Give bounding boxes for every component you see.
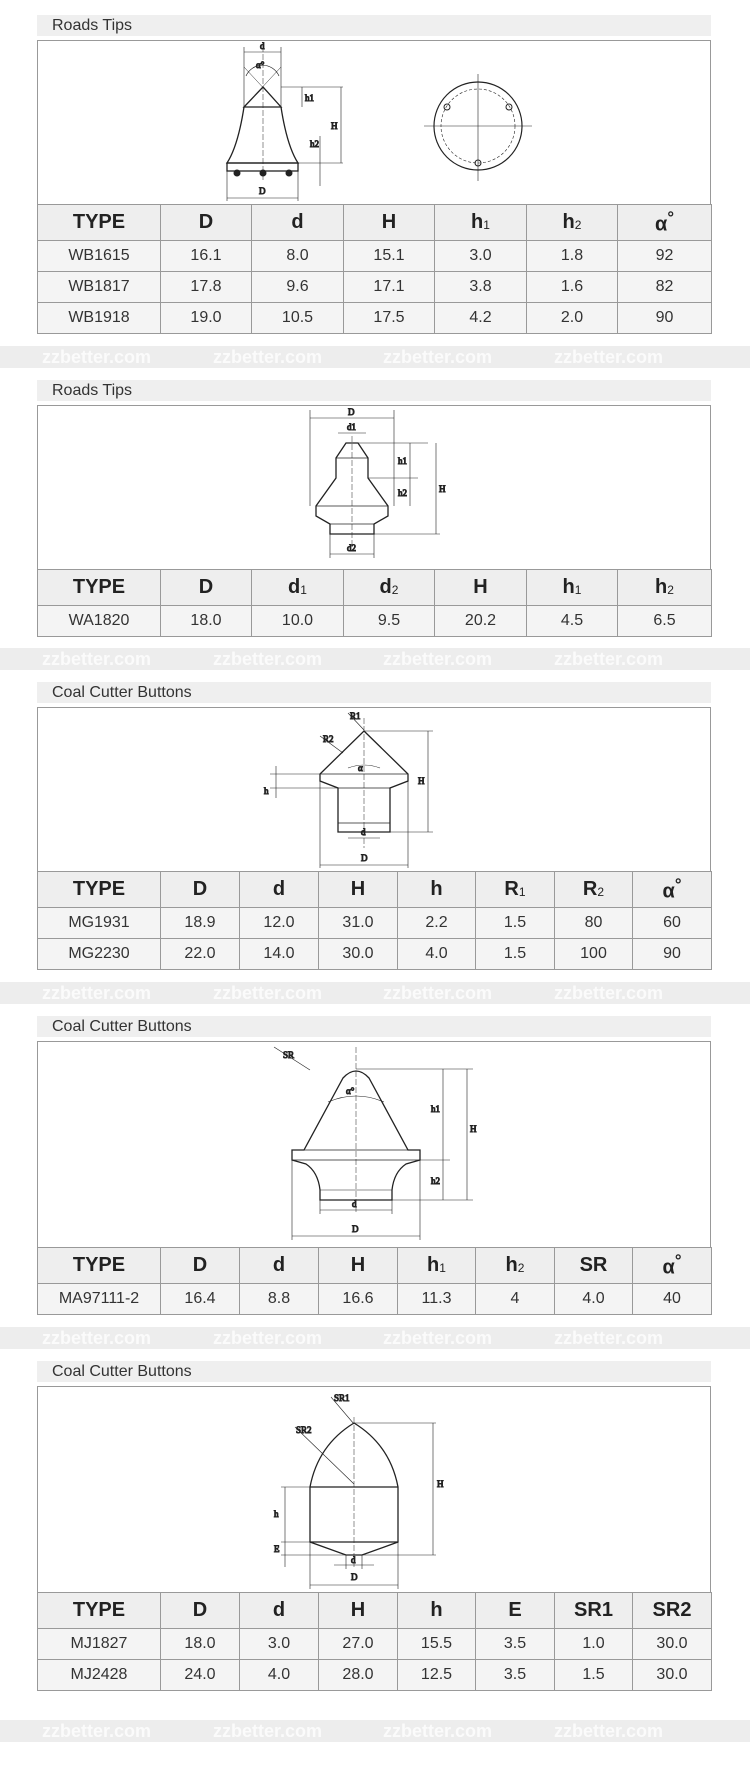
- column-header-label: TYPE: [72, 1599, 126, 1621]
- column-header-label: SR2: [652, 1599, 692, 1621]
- value-cell: 1.8: [527, 241, 618, 272]
- coal-cutter-mg-diagram: [38, 708, 710, 871]
- column-header-label: D: [192, 1254, 208, 1276]
- type-cell: MG2230: [38, 939, 161, 970]
- watermark-text: zzbetter.com: [213, 649, 323, 669]
- label-h1: h1: [305, 93, 314, 103]
- label-d: d: [352, 1199, 357, 1209]
- value-cell: 4.0: [240, 1660, 319, 1691]
- label-E: E: [274, 1544, 280, 1554]
- column-header: [435, 205, 527, 241]
- label-d1: d1: [347, 422, 356, 432]
- label-H: H: [331, 121, 338, 131]
- watermark-text: zzbetter.com: [42, 347, 152, 367]
- column-header: [38, 570, 161, 606]
- column-header-subscript: 1: [574, 583, 582, 597]
- value-cell: 90: [633, 939, 712, 970]
- label-R1: R1: [350, 711, 361, 721]
- value-cell: 30.0: [633, 1660, 712, 1691]
- table-row: [38, 908, 712, 939]
- column-header-label: d: [272, 878, 286, 900]
- column-header: [252, 205, 344, 241]
- watermark-text: zzbetter.com: [554, 649, 664, 669]
- watermark-text: zzbetter.com: [383, 1721, 493, 1741]
- spec-table: [37, 1592, 712, 1691]
- value-cell: 6.5: [618, 606, 712, 637]
- label-h: h: [274, 1509, 279, 1519]
- column-header: [633, 1593, 712, 1629]
- column-header: [398, 1593, 476, 1629]
- column-header: [476, 872, 555, 908]
- column-header-label: R: [504, 878, 519, 900]
- table-row: [38, 303, 712, 334]
- value-cell: 4.5: [527, 606, 618, 637]
- column-header: [344, 205, 435, 241]
- column-header-subscript: 1: [483, 218, 490, 232]
- column-header: [633, 872, 712, 908]
- column-header: [38, 872, 161, 908]
- value-cell: 3.0: [435, 241, 527, 272]
- label-H: H: [418, 776, 425, 786]
- column-header-subscript: 2: [574, 218, 582, 232]
- section-title: Coal Cutter Buttons: [37, 1016, 711, 1037]
- column-header: [161, 570, 252, 606]
- value-cell: 2.2: [398, 908, 476, 939]
- value-cell: 16.6: [319, 1284, 398, 1315]
- value-cell: 1.5: [476, 939, 555, 970]
- watermark-text: zzbetter.com: [554, 1328, 664, 1348]
- column-header: [527, 570, 618, 606]
- type-cell: WA1820: [38, 606, 161, 637]
- column-header-label: D: [198, 211, 214, 233]
- column-header-label: H: [350, 1599, 366, 1621]
- column-header-label: α: [662, 1256, 675, 1279]
- label-h1: h1: [398, 456, 407, 466]
- value-cell: 31.0: [319, 908, 398, 939]
- roads-tip-wa-diagram: [38, 406, 710, 569]
- table-row: [38, 1284, 712, 1315]
- diagram-box: [37, 707, 711, 871]
- value-cell: 40: [633, 1284, 712, 1315]
- column-header-label: α: [662, 880, 675, 903]
- value-cell: 3.5: [476, 1629, 555, 1660]
- value-cell: 2.0: [527, 303, 618, 334]
- table-row: [38, 1629, 712, 1660]
- watermark-text: zzbetter.com: [213, 347, 323, 367]
- type-cell: WB1615: [38, 241, 161, 272]
- table-header-row: [38, 1593, 712, 1629]
- watermark-band: [0, 346, 750, 368]
- column-header-label: h: [430, 1599, 443, 1621]
- watermark-text: zzbetter.com: [383, 983, 493, 1003]
- value-cell: 8.0: [252, 241, 344, 272]
- watermark-text: zzbetter.com: [383, 649, 493, 669]
- label-alpha: α°: [256, 60, 265, 70]
- value-cell: 30.0: [633, 1629, 712, 1660]
- type-cell: MA97111-2: [38, 1284, 161, 1315]
- label-R2: R2: [323, 734, 334, 744]
- value-cell: 16.1: [161, 241, 252, 272]
- product-section-coal-cutter-mj: [37, 1361, 711, 1691]
- value-cell: 9.5: [344, 606, 435, 637]
- label-alpha: α°: [346, 1086, 355, 1096]
- value-cell: 4.2: [435, 303, 527, 334]
- watermark-text: zzbetter.com: [213, 983, 323, 1003]
- value-cell: 22.0: [161, 939, 240, 970]
- label-d: d: [260, 41, 265, 51]
- label-h2: h2: [310, 139, 319, 149]
- value-cell: 17.1: [344, 272, 435, 303]
- table-row: [38, 606, 712, 637]
- column-header-label: h: [471, 211, 484, 233]
- column-header-label: H: [350, 878, 366, 900]
- column-header: [319, 1248, 398, 1284]
- label-h: h: [264, 786, 269, 796]
- diagram-box: [37, 40, 711, 204]
- watermark-text: zzbetter.com: [554, 983, 664, 1003]
- watermark-text: zzbetter.com: [383, 1328, 493, 1348]
- column-header-subscript: 1: [518, 885, 526, 899]
- column-header-superscript: °: [667, 208, 674, 228]
- value-cell: 16.4: [161, 1284, 240, 1315]
- value-cell: 18.0: [161, 1629, 240, 1660]
- value-cell: 3.8: [435, 272, 527, 303]
- type-cell: MG1931: [38, 908, 161, 939]
- value-cell: 12.5: [398, 1660, 476, 1691]
- value-cell: 20.2: [435, 606, 527, 637]
- column-header: [240, 1248, 319, 1284]
- label-D: D: [352, 1224, 359, 1234]
- type-cell: MJ1827: [38, 1629, 161, 1660]
- watermark-text: zzbetter.com: [42, 649, 152, 669]
- label-D: D: [351, 1572, 358, 1582]
- roads-tip-wb-diagram: [38, 41, 710, 204]
- column-header: [344, 570, 435, 606]
- value-cell: 10.5: [252, 303, 344, 334]
- table-row: [38, 272, 712, 303]
- spec-table: [37, 569, 712, 637]
- column-header-label: TYPE: [72, 1254, 126, 1276]
- value-cell: 14.0: [240, 939, 319, 970]
- column-header: [240, 872, 319, 908]
- value-cell: 10.0: [252, 606, 344, 637]
- column-header-label: E: [508, 1599, 522, 1621]
- column-header-superscript: °: [674, 875, 682, 895]
- watermark-band: [0, 982, 750, 1004]
- table-row: [38, 939, 712, 970]
- value-cell: 4: [476, 1284, 555, 1315]
- value-cell: 82: [618, 272, 712, 303]
- value-cell: 100: [555, 939, 633, 970]
- column-header: [319, 1593, 398, 1629]
- column-header: [633, 1248, 712, 1284]
- column-header: [435, 570, 527, 606]
- column-header: [161, 1593, 240, 1629]
- value-cell: 15.5: [398, 1629, 476, 1660]
- label-D: D: [361, 853, 368, 863]
- table-row: [38, 1660, 712, 1691]
- value-cell: 12.0: [240, 908, 319, 939]
- watermark-text: zzbetter.com: [554, 347, 664, 367]
- column-header: [555, 1248, 633, 1284]
- column-header: [252, 570, 344, 606]
- column-header: [398, 872, 476, 908]
- value-cell: 19.0: [161, 303, 252, 334]
- spec-table: [37, 204, 712, 334]
- column-header-label: h: [562, 576, 575, 598]
- column-header: [476, 1593, 555, 1629]
- column-header: [240, 1593, 319, 1629]
- watermark-text: zzbetter.com: [42, 1721, 152, 1741]
- column-header-label: H: [473, 576, 488, 598]
- label-SR: SR: [283, 1050, 295, 1060]
- value-cell: 9.6: [252, 272, 344, 303]
- column-header: [38, 205, 161, 241]
- column-header-subscript: 2: [597, 885, 605, 899]
- value-cell: 30.0: [319, 939, 398, 970]
- section-title: Roads Tips: [37, 380, 711, 401]
- column-header: [38, 1248, 161, 1284]
- column-header-superscript: °: [674, 1251, 682, 1271]
- column-header-label: D: [198, 576, 214, 598]
- label-D: D: [348, 407, 355, 417]
- product-section-roads-tips-wa: [37, 380, 711, 637]
- section-title: Coal Cutter Buttons: [37, 682, 711, 703]
- column-header-subscript: 1: [439, 1261, 446, 1275]
- product-section-coal-cutter-ma: [37, 1016, 711, 1315]
- watermark-band: [0, 1720, 750, 1742]
- coal-cutter-ma-diagram: [38, 1042, 710, 1247]
- column-header-label: TYPE: [72, 878, 126, 900]
- label-SR2: SR2: [296, 1425, 312, 1435]
- value-cell: 3.0: [240, 1629, 319, 1660]
- column-header: [555, 1593, 633, 1629]
- watermark-text: zzbetter.com: [42, 1328, 152, 1348]
- label-h2: h2: [431, 1176, 440, 1186]
- table-header-row: [38, 1248, 712, 1284]
- value-cell: 80: [555, 908, 633, 939]
- column-header-label: H: [381, 211, 397, 233]
- value-cell: 24.0: [161, 1660, 240, 1691]
- column-header-subscript: 2: [517, 1261, 525, 1275]
- watermark-text: zzbetter.com: [213, 1328, 323, 1348]
- column-header: [319, 872, 398, 908]
- watermark-text: zzbetter.com: [383, 347, 493, 367]
- value-cell: 92: [618, 241, 712, 272]
- watermark-band: [0, 1327, 750, 1349]
- type-cell: WB1918: [38, 303, 161, 334]
- column-header-subscript: 2: [667, 583, 674, 597]
- watermark-text: zzbetter.com: [213, 1721, 323, 1741]
- value-cell: 8.8: [240, 1284, 319, 1315]
- column-header-label: d: [272, 1599, 286, 1621]
- type-cell: WB1817: [38, 272, 161, 303]
- diagram-box: [37, 1041, 711, 1247]
- value-cell: 18.0: [161, 606, 252, 637]
- label-H: H: [470, 1124, 477, 1134]
- value-cell: 17.8: [161, 272, 252, 303]
- column-header-label: TYPE: [72, 211, 126, 233]
- label-h1: h1: [431, 1104, 440, 1114]
- column-header-label: D: [192, 878, 208, 900]
- watermark-text: zzbetter.com: [42, 983, 152, 1003]
- column-header-subscript: 1: [300, 583, 307, 597]
- type-cell: MJ2428: [38, 1660, 161, 1691]
- value-cell: 1.0: [555, 1629, 633, 1660]
- watermark-band: [0, 648, 750, 670]
- product-section-roads-tips-wb: [37, 15, 711, 334]
- column-header: [527, 205, 618, 241]
- value-cell: 3.5: [476, 1660, 555, 1691]
- value-cell: 90: [618, 303, 712, 334]
- column-header-label: h: [427, 1254, 440, 1276]
- column-header-label: d: [379, 576, 392, 598]
- column-header: [618, 570, 712, 606]
- label-h2: h2: [398, 488, 407, 498]
- column-header-label: R: [582, 878, 598, 900]
- column-header-label: H: [350, 1254, 366, 1276]
- coal-cutter-mj-diagram: [38, 1387, 710, 1592]
- section-title: Roads Tips: [37, 15, 711, 36]
- label-d: d: [361, 827, 366, 837]
- value-cell: 15.1: [344, 241, 435, 272]
- column-header-label: d: [288, 576, 301, 598]
- column-header: [161, 1248, 240, 1284]
- spec-table: [37, 871, 712, 970]
- value-cell: 4.0: [555, 1284, 633, 1315]
- column-header-label: d: [272, 1254, 286, 1276]
- label-alpha: α: [358, 763, 363, 773]
- column-header: [398, 1248, 476, 1284]
- column-header: [476, 1248, 555, 1284]
- column-header-label: SR1: [574, 1599, 613, 1621]
- column-header-label: α: [655, 213, 668, 236]
- column-header-label: SR: [579, 1254, 608, 1276]
- column-header: [161, 205, 252, 241]
- value-cell: 18.9: [161, 908, 240, 939]
- diagram-box: [37, 405, 711, 569]
- label-H: H: [437, 1479, 444, 1489]
- column-header-label: h: [562, 211, 575, 233]
- value-cell: 1.5: [476, 908, 555, 939]
- column-header-label: h: [430, 878, 443, 900]
- spec-table: [37, 1247, 712, 1315]
- value-cell: 60: [633, 908, 712, 939]
- value-cell: 1.6: [527, 272, 618, 303]
- label-d2: d2: [347, 543, 356, 553]
- column-header: [555, 872, 633, 908]
- label-d: d: [351, 1555, 356, 1565]
- diagram-box: [37, 1386, 711, 1592]
- column-header-subscript: 2: [391, 583, 399, 597]
- column-header-label: h: [655, 576, 668, 598]
- product-section-coal-cutter-mg: [37, 682, 711, 970]
- value-cell: 4.0: [398, 939, 476, 970]
- value-cell: 11.3: [398, 1284, 476, 1315]
- label-H: H: [439, 484, 446, 494]
- column-header-label: D: [192, 1599, 208, 1621]
- label-SR1: SR1: [334, 1393, 350, 1403]
- section-title: Coal Cutter Buttons: [37, 1361, 711, 1382]
- column-header: [618, 205, 712, 241]
- value-cell: 28.0: [319, 1660, 398, 1691]
- column-header: [161, 872, 240, 908]
- value-cell: 27.0: [319, 1629, 398, 1660]
- table-header-row: [38, 205, 712, 241]
- column-header: [38, 1593, 161, 1629]
- value-cell: 17.5: [344, 303, 435, 334]
- table-row: [38, 241, 712, 272]
- column-header-label: TYPE: [72, 576, 126, 598]
- column-header-label: h: [505, 1254, 518, 1276]
- watermark-text: zzbetter.com: [554, 1721, 664, 1741]
- table-header-row: [38, 872, 712, 908]
- label-D: D: [259, 186, 266, 196]
- value-cell: 1.5: [555, 1660, 633, 1691]
- table-header-row: [38, 570, 712, 606]
- column-header-label: d: [291, 211, 304, 233]
